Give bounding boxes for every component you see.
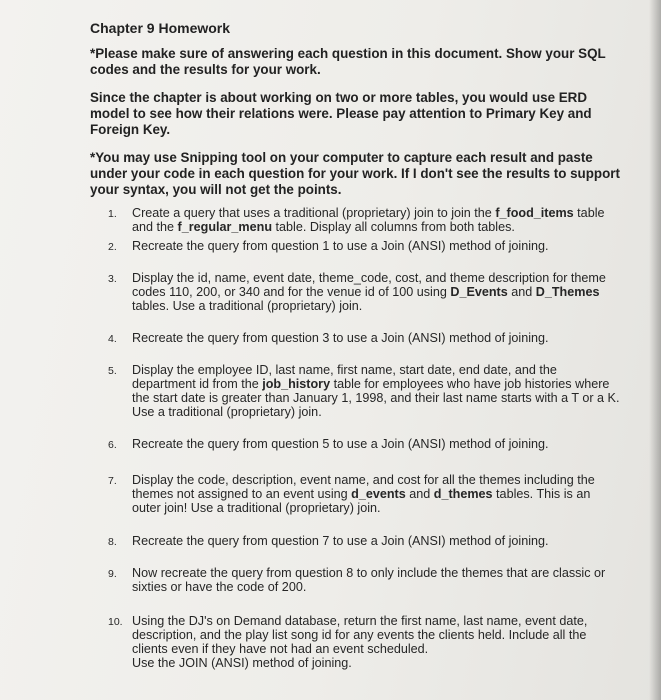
question-text: tables. This is an outer join! Use a traditional (proprietary) join. [132,487,591,515]
table-name-bold: job_history [262,377,331,391]
question-text: table and the [132,206,605,234]
question-item-2 [90,239,620,253]
question-number: 7. [108,475,117,487]
question-item-4 [90,331,620,345]
question-text: Create a query that uses a traditional (proprietary) join to join the [132,206,496,220]
question-text: Recreate the query from question 1 to use a Join (ANSI) method of joining. [132,239,549,253]
table-name-bold: d_themes [433,487,493,501]
question-number: 3. [108,273,117,285]
question-text: table for employees who have job histories where the start date is greater than January 1, 1998, and their last name starts with a T or a K. Use a traditional (proprietary) join. [132,377,620,419]
question-text: and [507,285,536,299]
question-text: Now recreate the query from question 8 to only include the themes that are classic or sixties or have the code of 200. [132,566,606,594]
question-number: 8. [108,536,117,548]
question-item-3 [90,271,620,313]
question-text: Recreate the query from question 3 to use a Join (ANSI) method of joining. [132,331,549,345]
question-text: Recreate the query from question 5 to use a Join (ANSI) method of joining. [132,437,549,451]
question-item-10 [90,614,620,670]
question-text: and [405,487,434,501]
question-text: Using the DJ's on Demand database, return the first name, last name, event date, description, and the play list song id for any events the clients held. Include all the clients even if they have not had an event scheduled. [132,614,588,656]
question-text: Display the employee ID, last name, first name, start date, end date, and the department id from the [132,363,557,391]
question-number: 5. [108,365,117,377]
question-item-8 [90,534,620,548]
question-number: 10. [108,616,123,628]
table-name-bold: d_events [351,487,406,501]
question-text: Recreate the query from question 7 to use a Join (ANSI) method of joining. [132,534,549,548]
question-text: Display the code, description, event name, and cost for all the themes including the themes not assigned to an event using [132,473,595,501]
question-number: 2. [108,241,117,253]
document-title: Chapter 9 Homework [90,20,231,36]
question-text: Use the JOIN (ANSI) method of joining. [132,656,352,670]
intro-paragraph-1: *Please make sure of answering each question in this document. Show your SQL codes and the results for your work. [90,46,606,77]
question-item-1 [90,206,620,234]
question-item-6 [90,437,620,451]
document-content [90,14,620,670]
intro-paragraph-2: Since the chapter is about working on two or more tables, you would use ERD model to see how their relations were. Please pay attention to Primary Key and Foreign Key. [90,90,592,137]
question-number: 6. [108,439,117,451]
question-number: 4. [108,333,117,345]
question-item-7 [90,473,620,515]
question-item-5 [90,363,620,419]
table-name-bold: f_food_items [495,206,574,220]
question-text: table. Display all columns from both tables. [272,220,515,234]
intro-paragraph-3: *You may use Snipping tool on your computer to capture each result and paste under your code in each question for your work. If I don't see the results to support your syntax, you will not get the points. [90,150,620,197]
question-text: Display the id, name, event date, theme_code, cost, and theme description for theme codes 110, 200, or 340 and for the venue id of 100 using [132,271,606,299]
table-name-bold: D_Events [450,285,508,299]
question-text: tables. Use a traditional (proprietary) join. [132,299,363,313]
question-number: 9. [108,568,117,580]
page-edge-shadow [649,0,661,700]
question-number: 1. [108,208,117,220]
question-list [90,206,620,670]
table-name-bold: f_regular_menu [177,220,273,234]
question-item-9 [90,566,620,594]
table-name-bold: D_Themes [535,285,600,299]
